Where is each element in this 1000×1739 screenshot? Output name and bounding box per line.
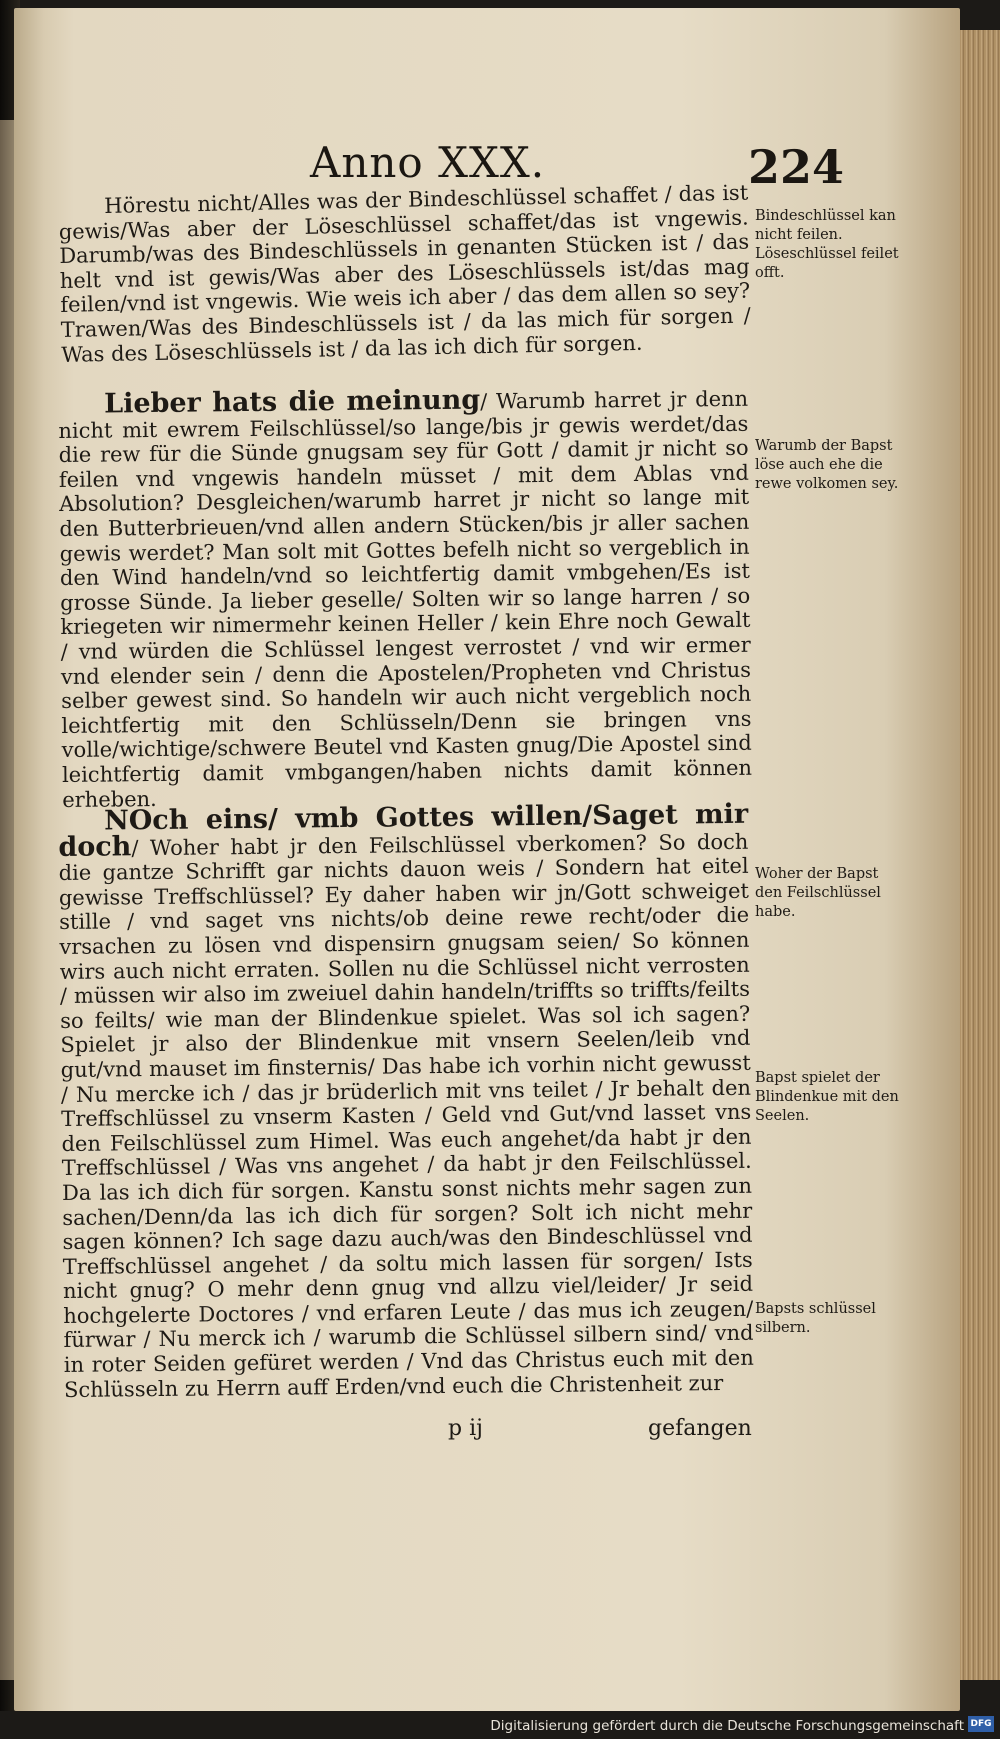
body-paragraph (58, 798, 754, 1402)
paragraph-lead: NOch eins/ vmb Gottes willen/Saget mir doch (58, 798, 749, 863)
marginal-note: Bindeschlüssel kan nicht feilen. Löseschlüssel feilet offt. (755, 208, 899, 281)
running-head: Anno XXX. (310, 138, 546, 187)
paragraph-text: / Woher habt jr den Feilschlüssel vberkomen? So doch die gantze Schrifft gar nichts dauon weis / Sondern hat eitel gewisse Treffschlüssel? Ey daher haben wir jn/Gott schweiget stille / vnd saget vns nichts/ob deine rewe recht/oder die vrsachen zu lösen vnd dispensirn gnugsam seien/ So können wirs auch nicht erraten. Sollen nu die Schlüssel nicht verrosten / müssen wir also im zweiuel dahin handeln/triffts so triffts/feilts so feilts/ wie man der Blindenkue spielet. Was sol ich sagen? Spielet jr also der Blindenkue mit vnsern Seelen/leib vnd gut/vnd mauset im finsternis/ Das habe ich vorhin nicht gewusst / Nu mercke ich / das jr brüderlich mit vns teilet / Jr behalt den Treffschlüssel zu vnserm Kasten / Geld vnd Gut/vnd lasset vns den Feilschlüssel zum Himel. Was euch angehet/da habt jr den Treffschlüssel / Was vns angehet / da habt jr den Feilschlüssel. Da las ich dich für sorgen. Kanstu sonst nichts mehr sagen zun sachen/Denn/da las ich dich für sorgen? Solt ich nicht mehr sagen können? Ich sage dazu auch/was den Bindeschlüssel vnd Treffschlüssel angehet / da soltu mich lassen für sorgen/ Ists nicht gnug? O mehr denn gnug vnd allzu viel/leider/ Jr seid hochgelerte Doctores / vnd erfaren Leute / das mus ich zeugen/ fürwar / Nu merck ich / warumb die Schlüssel silbern sind/ vnd in roter Seiden gefüret werden / Vnd das Christus euch mit den Schlüsseln zu Herrn auff Erden/vnd euch die Christenheit zur (58, 829, 754, 1402)
signature-mark: p ij (448, 1416, 483, 1441)
paragraph-text: / Warumb harret jr denn nicht mit ewrem Feilschlüssel/so lange/bis jr gewis werdet/das die rew für die Sünde gnugsam sey für Gott / damit jr nicht so feilen vnd vngewis handeln müsset / mit dem Ablas vnd Absolution? Desgleichen/warumb harret jr nicht so lange mit den Butterbrieuen/vnd allen andern Stücken/bis jr aller sachen gewis werdet? Man solt mit Gottes befelh nicht so vergeblich in den Wind handeln/vnd so leichtfertig damit vmbgehen/Es ist grosse Sünde. Ja lieber geselle/ Solten wir so lange harren / so kriegeten wir nimermehr keinen Heller / kein Ehre noch Gewalt / vnd würden die Schlüssel lengest verrostet / vnd wir ermer vnd elender sein / denn die Apostelen/Propheten vnd Christus selber gewest sind. So handeln wir auch nicht vergeblich noch leichtfertig mit den Schlüsseln/Denn sie bringen vns volle/wichtige/schwere Beutel vnd Kasten gnug/Die Apostel sind leichtfertig damit vmbgangen/haben nichts damit können erheben. (58, 386, 753, 812)
marginal-note: Woher der Bapst den Feilschlüssel habe. (755, 866, 881, 920)
paragraph-text: Hörestu nicht/Alles was der Bindeschlüssel schaffet / das ist gewis/Was aber der Löseschlüssel schaffet/das ist vngewis. Darumb/was des Bindeschlüssels in genanten Stücken ist / das helt vnd ist gewis/Was aber des Löseschlüssels ist/das mag feilen/vnd ist vngewis. Wie weis ich aber / das dem allen so sey? Trawen/Was des Bindeschlüssels ist / da las mich für sorgen / Was des Löseschlüssels ist / da las ich dich für sorgen. (58, 180, 751, 367)
marginal-note: Bapst spielet der Blindenkue mit den Seelen. (755, 1070, 899, 1124)
funding-credit: Digitalisierung gefördert durch die Deutsche Forschungsgemeinschaft (490, 1718, 964, 1734)
dfg-logo-icon: DFG (968, 1716, 994, 1732)
body-paragraph (58, 180, 751, 368)
marginal-note: Warumb der Bapst löse auch ehe die rewe volkomen sey. (755, 438, 899, 492)
page-number: 224 (748, 140, 845, 194)
body-paragraph (58, 386, 752, 812)
catchword: gefangen (648, 1416, 752, 1441)
marginal-note: Bapsts schlüssel silbern. (755, 1301, 876, 1336)
paragraph-lead: Lieber hats die meinung (103, 384, 481, 420)
